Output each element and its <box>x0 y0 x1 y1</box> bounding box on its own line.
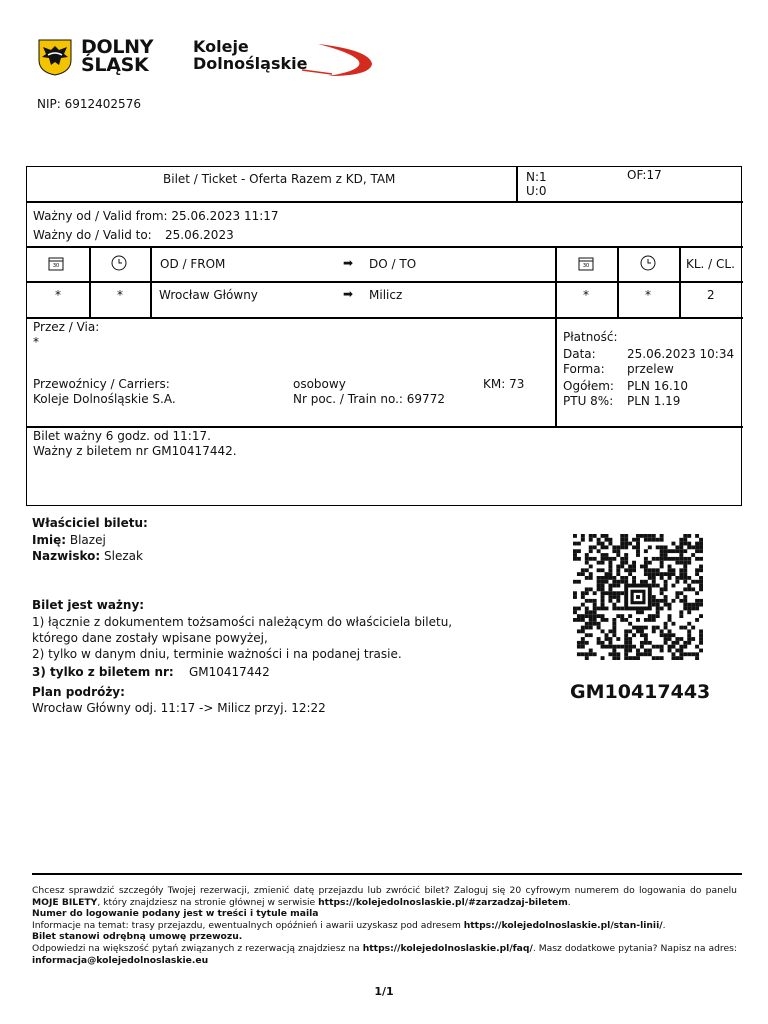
via-label: Przez / Via: <box>33 320 100 334</box>
u-value: U:0 <box>526 184 547 198</box>
carriers-label: Przewoźnicy / Carriers: <box>33 377 170 391</box>
km-value: KM: 73 <box>483 377 525 391</box>
vat-label: PTU 8%: <box>563 394 614 408</box>
validity-title: Bilet jest ważny: <box>32 598 145 612</box>
arrow-right-icon: ➡ <box>343 287 354 301</box>
footer-divider <box>32 873 742 875</box>
from-station: Wrocław Główny <box>159 288 258 302</box>
clock-icon <box>111 255 127 271</box>
validity-line-4: 3) tylko z biletem nr: GM10417442 <box>32 665 270 679</box>
od-from-label: OD / FROM <box>160 257 226 271</box>
footer-info: Chcesz sprawdzić szczegóły Twojej rezerwacji, zmienić datę przejazdu lub zwrócić bilet? Zaloguj się 20 cyfrowym numerem do logowania do panelu MOJE BILETY, który znajdziesz na stronie głównej w serwisie https://kolejedolnoslaskie.pl/#zarzadzaj-biletem. Numer do logowanie podany jest w treści i tytule maila Informacje na temat: trasy przejazdu, ewentualnych opóźnień i awarii uzyskasz pod adresem https://kolejedolnoslaskie.pl/stan-linii/. Bilet stanowi odrębną umowę przewozu. Odpowiedzi na większość pytań związanych z rezerwacją znajdziesz na https://kolejedolnoslaskie.pl/faq/. Masz dodatkowe pytania? Napisz na adres: informacja@kolejedolnoslaskie.eu <box>32 885 738 966</box>
payment-form: przelew <box>627 362 674 376</box>
dolny-slask-logo <box>37 38 167 78</box>
ticket-title: Bilet / Ticket - Oferta Razem z KD, TAM <box>163 172 396 186</box>
class-label: KL. / CL. <box>686 257 735 271</box>
validity-line-2: którego dane zostały wpisane powyżej, <box>32 631 268 645</box>
svg-text:30: 30 <box>582 263 590 269</box>
owner-last-name: Nazwisko: Slezak <box>32 549 143 563</box>
to-station: Milicz <box>369 288 403 302</box>
note-1: Bilet ważny 6 godz. od 11:17. <box>33 429 211 443</box>
note-2: Ważny z biletem nr GM10417442. <box>33 444 237 458</box>
valid-to-label: Ważny do / Valid to: <box>33 228 152 242</box>
page-number: 1/1 <box>374 985 394 998</box>
of-value: OF:17 <box>627 168 662 182</box>
ticket-frame <box>26 166 742 506</box>
calendar-icon <box>48 255 64 271</box>
payment-date: 25.06.2023 10:34 <box>627 347 735 361</box>
calendar-icon <box>578 255 594 271</box>
validity-line-1: 1) łącznie z dokumentem tożsamości należącym do właściciela biletu, <box>32 615 453 629</box>
owner-title: Właściciel biletu: <box>32 516 148 530</box>
class-value: 2 <box>707 288 715 302</box>
logo-kd-text: Koleje Dolnośląskie <box>193 37 308 73</box>
arrow-right-icon: ➡ <box>343 256 354 270</box>
plan-text: Wrocław Główny odj. 11:17 -> Milicz przyj. 12:22 <box>32 701 326 715</box>
vat-value: PLN 1.19 <box>627 394 681 408</box>
kd-swoosh-icon <box>288 38 378 82</box>
train-number: Nr poc. / Train no.: 69772 <box>293 392 445 406</box>
nip-number: NIP: 6912402576 <box>37 97 141 111</box>
row-date-value-2: * <box>583 288 589 302</box>
ticket-code: GM10417443 <box>570 681 711 703</box>
validity-line-3: 2) tylko w danym dniu, terminie ważności i na podanej trasie. <box>32 647 402 661</box>
owner-first-name: Imię: Blazej <box>32 533 106 547</box>
payment-form-label: Forma: <box>563 362 605 376</box>
total-value: PLN 16.10 <box>627 379 689 393</box>
qr-code <box>573 534 703 660</box>
valid-to: 25.06.2023 <box>165 228 234 242</box>
payment-date-label: Data: <box>563 347 596 361</box>
row-time-value-2: * <box>645 288 651 302</box>
plan-title: Plan podróży: <box>32 685 125 699</box>
via-value: * <box>33 335 39 349</box>
total-label: Ogółem: <box>563 379 614 393</box>
do-to-label: DO / TO <box>369 257 417 271</box>
train-type: osobowy <box>293 377 346 391</box>
row-time-value: * <box>117 288 123 302</box>
payment-label: Płatność: <box>563 330 618 344</box>
carrier-name: Koleje Dolnośląskie S.A. <box>33 392 176 406</box>
row-date-value: * <box>55 288 61 302</box>
logo-dolny-slask-text: DOLNY ŚLĄSK <box>81 36 154 76</box>
valid-from: Ważny od / Valid from: 25.06.2023 11:17 <box>33 209 279 223</box>
eagle-crest-icon <box>37 38 73 76</box>
svg-text:30: 30 <box>52 263 60 269</box>
n-value: N:1 <box>526 170 547 184</box>
koleje-dolnoslaskie-logo <box>193 38 383 82</box>
clock-icon <box>640 255 656 271</box>
